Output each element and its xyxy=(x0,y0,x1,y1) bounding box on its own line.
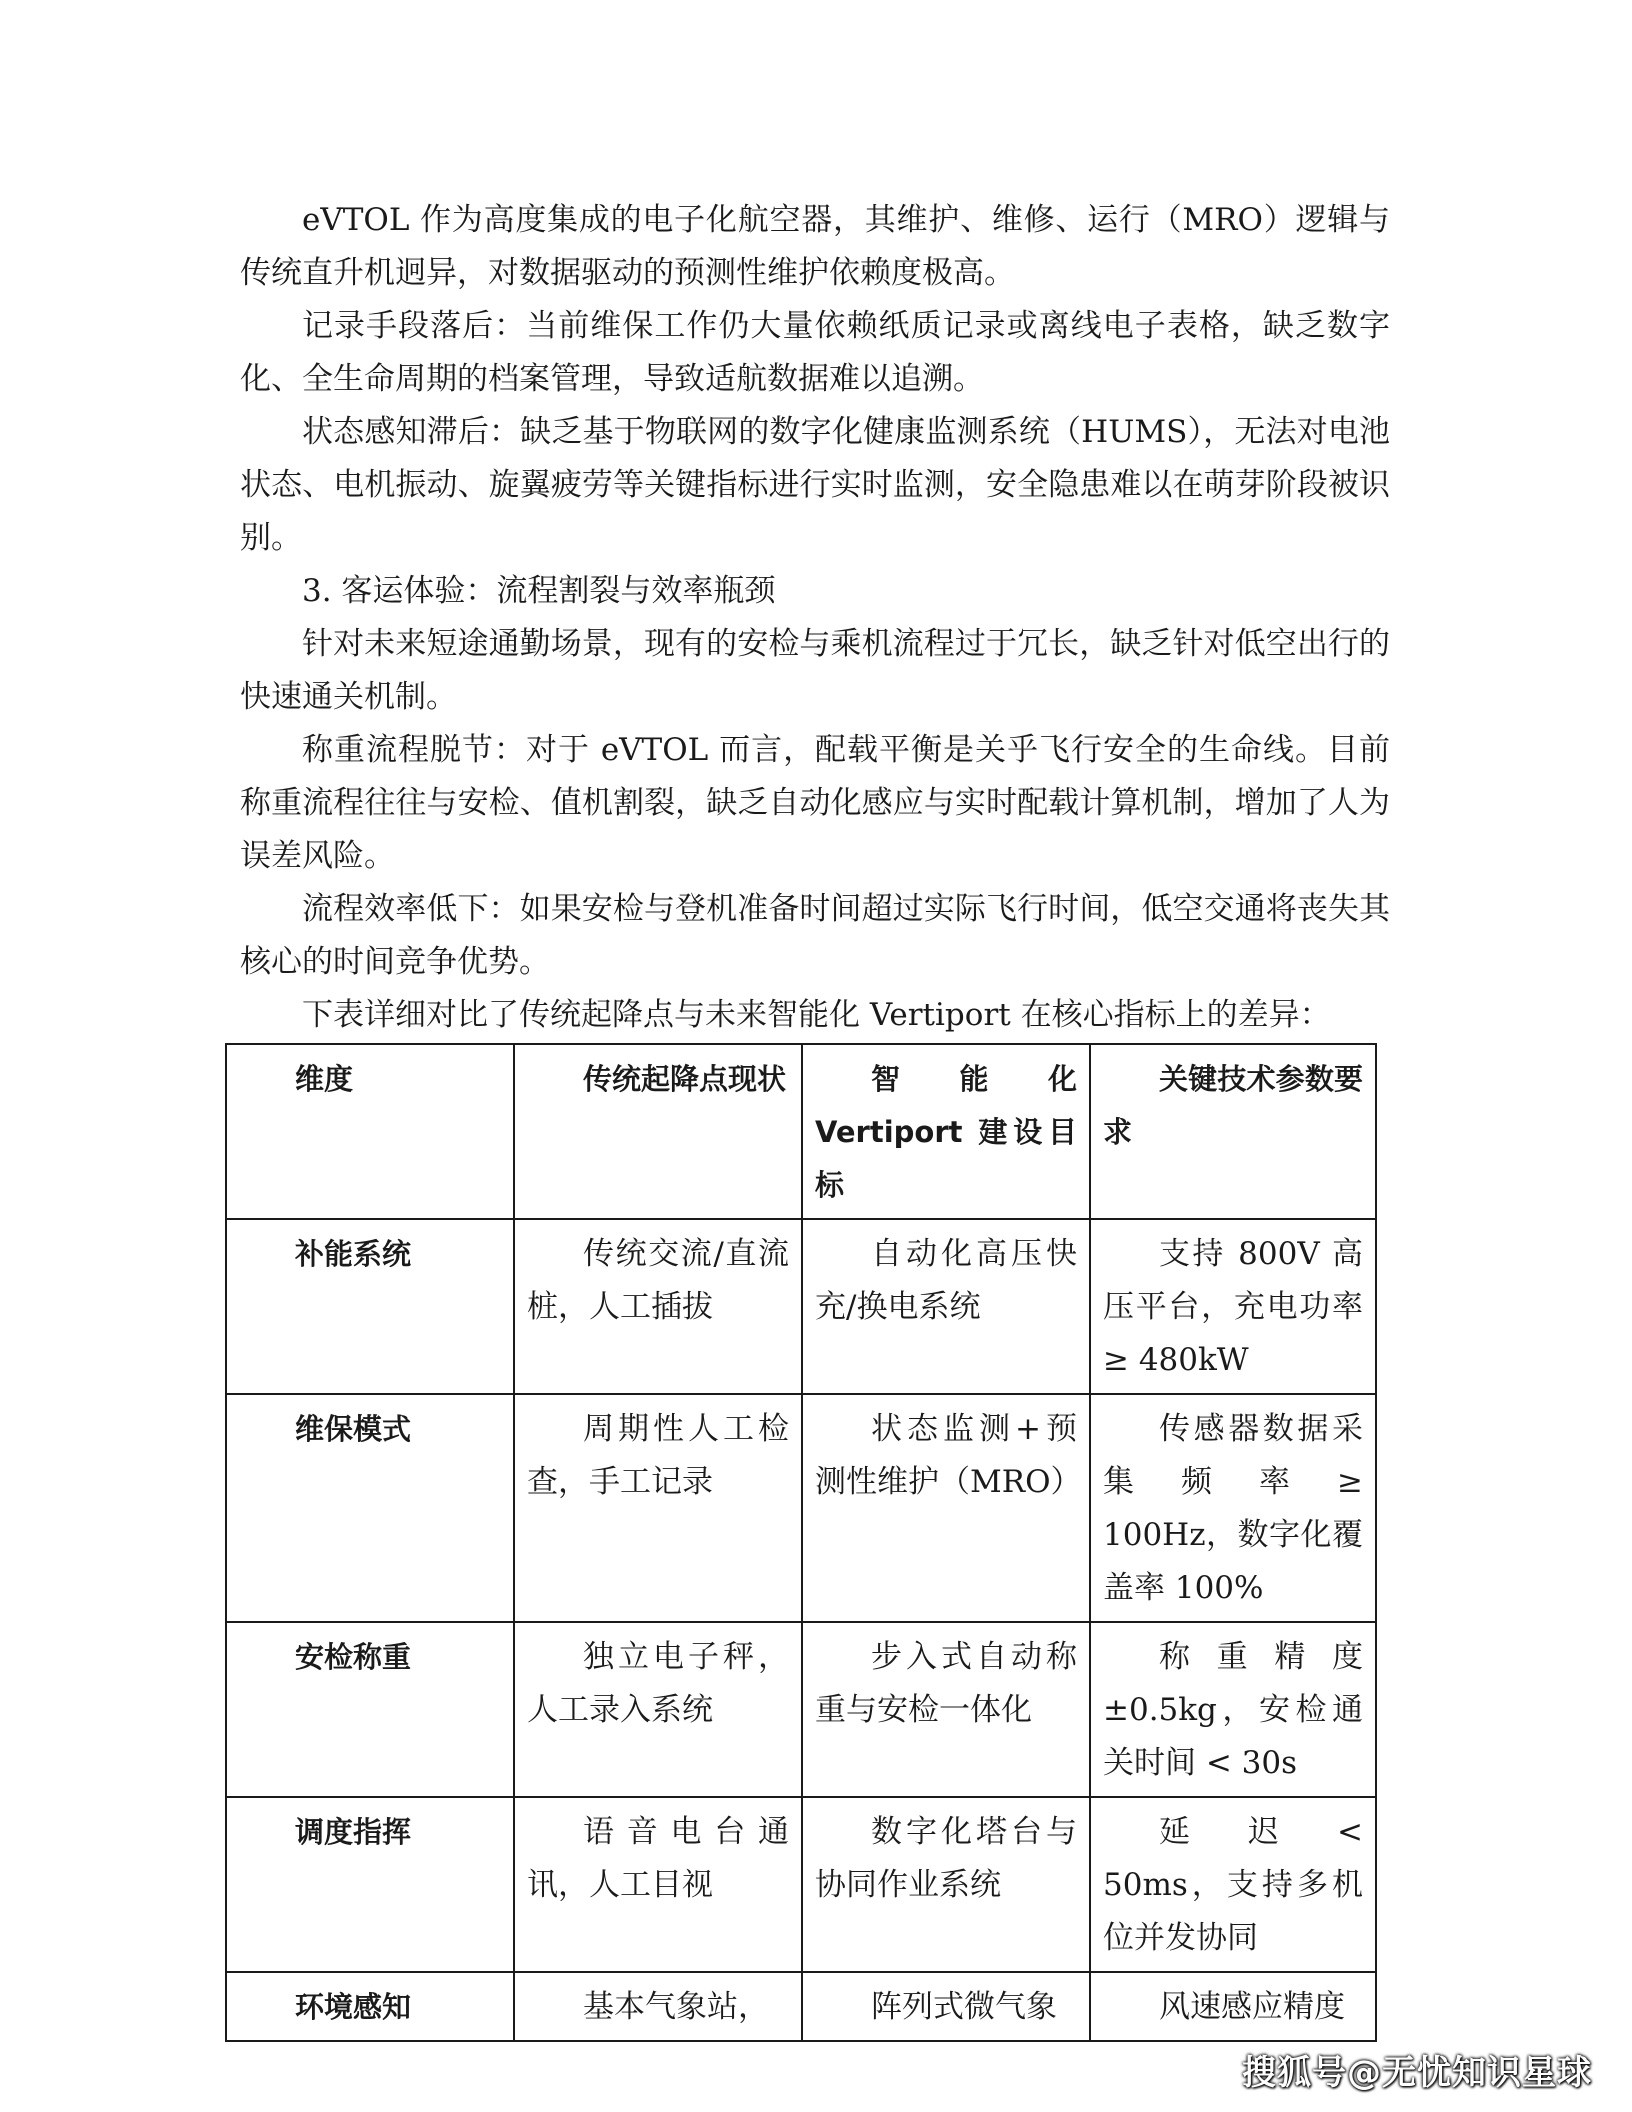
paragraph-weighing: 称重流程脱节：对于 eVTOL 而言，配载平衡是关乎飞行安全的生命线。目前称重流程往往与安检、值机割裂，缺乏自动化感应与实时配载计算机制，增加了人为误差风险。 xyxy=(240,732,1390,874)
watermark: 搜狐号@无忧知识星球 xyxy=(1242,2053,1592,2093)
row-key-params: 称重精度 ±0.5kg，安检通关时间 < 30s xyxy=(1090,1622,1376,1797)
header-traditional: 传统起降点现状 xyxy=(514,1044,802,1219)
row-dimension: 环境感知 xyxy=(226,1972,514,2041)
paragraph-mro-intro: eVTOL 作为高度集成的电子化航空器，其维护、维修、运行（MRO）逻辑与传统直升机迥异，对数据驱动的预测性维护依赖度极高。 xyxy=(240,202,1390,291)
comparison-table xyxy=(225,1043,1377,2042)
header-key-params: 关键技术参数要求 xyxy=(1090,1044,1376,1219)
row-dimension: 维保模式 xyxy=(226,1394,514,1622)
table-row xyxy=(226,1219,1376,1394)
table-row xyxy=(226,1972,1376,2041)
row-smart-target: 阵列式微气象 xyxy=(802,1972,1090,2041)
row-dimension: 调度指挥 xyxy=(226,1797,514,1972)
row-dimension: 补能系统 xyxy=(226,1219,514,1394)
paragraph-commute: 针对未来短途通勤场景，现有的安检与乘机流程过于冗长，缺乏针对低空出行的快速通关机制。 xyxy=(240,626,1390,715)
row-traditional: 基本气象站， xyxy=(514,1972,802,2041)
table-row xyxy=(226,1394,1376,1622)
row-traditional: 周期性人工检查，手工记录 xyxy=(514,1394,802,1622)
paragraph-record-means: 记录手段落后：当前维保工作仍大量依赖纸质记录或离线电子表格，缺乏数字化、全生命周期的档案管理，导致适航数据难以追溯。 xyxy=(240,308,1390,397)
header-smart-target: 智 能 化 Vertiport 建设目标 xyxy=(802,1044,1090,1219)
row-smart-target: 数字化塔台与协同作业系统 xyxy=(802,1797,1090,1972)
paragraph-status-awareness: 状态感知滞后：缺乏基于物联网的数字化健康监测系统（HUMS），无法对电池状态、电机振动、旋翼疲劳等关键指标进行实时监测，安全隐患难以在萌芽阶段被识别。 xyxy=(240,414,1390,556)
table-header-row xyxy=(226,1044,1376,1219)
row-key-params: 支持 800V 高压平台，充电功率 ≥ 480kW xyxy=(1090,1219,1376,1394)
table-row xyxy=(226,1797,1376,1972)
row-key-params: 延 迟 < 50ms，支持多机位并发协同 xyxy=(1090,1797,1376,1972)
row-dimension: 安检称重 xyxy=(226,1622,514,1797)
section-heading-passenger: 3. 客运体验：流程割裂与效率瓶颈 xyxy=(302,573,776,609)
row-traditional: 独立电子秤，人工录入系统 xyxy=(514,1622,802,1797)
row-traditional: 传统交流/直流桩，人工插拔 xyxy=(514,1219,802,1394)
paragraph-efficiency: 流程效率低下：如果安检与登机准备时间超过实际飞行时间，低空交通将丧失其核心的时间竞争优势。 xyxy=(240,891,1390,980)
row-key-params: 传感器数据采集 频 率 ≥ 100Hz，数字化覆盖率 100% xyxy=(1090,1394,1376,1622)
header-dimension: 维度 xyxy=(226,1044,514,1219)
paragraph-table-intro: 下表详细对比了传统起降点与未来智能化 Vertiport 在核心指标上的差异： xyxy=(302,997,1331,1033)
row-smart-target: 状态监测+预测性维护（MRO） xyxy=(802,1394,1090,1622)
table-row xyxy=(226,1622,1376,1797)
row-smart-target: 步入式自动称重与安检一体化 xyxy=(802,1622,1090,1797)
row-key-params: 风速感应精度 xyxy=(1090,1972,1376,2041)
row-smart-target: 自动化高压快充/换电系统 xyxy=(802,1219,1090,1394)
document-body xyxy=(240,194,1390,1042)
row-traditional: 语音电台通讯，人工目视 xyxy=(514,1797,802,1972)
